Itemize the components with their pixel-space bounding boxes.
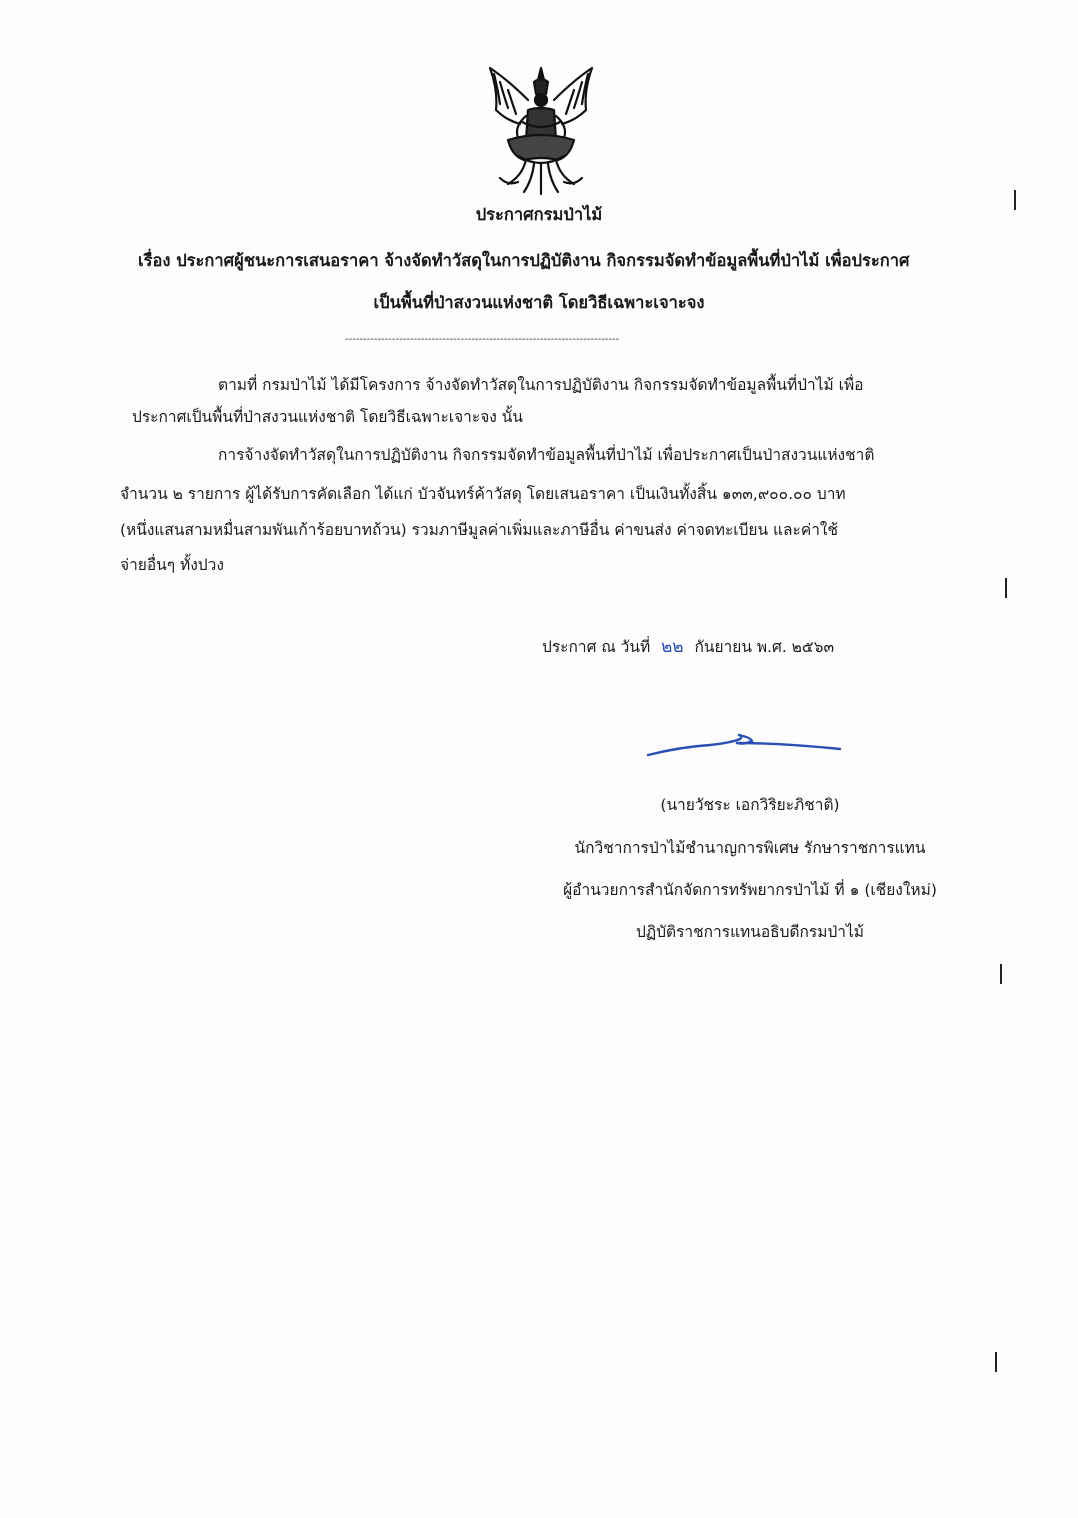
body-paragraph2-line2: จำนวน ๒ รายการ ผู้ได้รับการคัดเลือก ได้แก่ บัวจันทร์ค้าวัสดุ โดยเสนอราคา เป็นเงินทั้งสิ้น ๑๓๓,๙๐๐.๐๐ บาท — [120, 485, 846, 503]
date-suffix: กันยายน พ.ศ. ๒๕๖๓ — [694, 638, 835, 656]
signatory-name: (นายวัชระ เอกวิริยะภิชาติ) — [660, 796, 840, 814]
body-paragraph2-line4: จ่ายอื่นๆ ทั้งปวง — [120, 556, 224, 574]
body-paragraph2-line3: (หนึ่งแสนสามหมื่นสามพันเก้าร้อยบาทถ้วน) รวมภาษีมูลค่าเพิ่มและภาษีอื่น ค่าขนส่ง ค่าจดทะเบียน และค่าใช้ — [120, 521, 838, 539]
date-prefix: ประกาศ ณ วันที่ — [542, 638, 651, 656]
signatory-position2: ผู้อำนวยการสำนักจัดการทรัพยากรป่าไม้ ที่ ๑ (เชียงใหม่) — [563, 881, 937, 899]
margin-mark — [1005, 578, 1007, 598]
subject-line-continued: เป็นพื้นที่ป่าสงวนแห่งชาติ โดยวิธีเฉพาะเจาะจง — [373, 293, 705, 312]
margin-mark — [995, 1352, 997, 1372]
date-day-handwritten: ๒๒ — [661, 637, 684, 657]
margin-mark — [1000, 964, 1002, 984]
announcement-title: ประกาศกรมป่าไม้ — [475, 205, 603, 224]
garuda-emblem-icon — [478, 60, 604, 200]
announcement-date — [542, 633, 834, 660]
margin-mark — [1014, 190, 1016, 210]
body-paragraph2-line1: การจ้างจัดทำวัสดุในการปฏิบัติงาน กิจกรรมจัดทำข้อมูลพื้นที่ป่าไม้ เพื่อประกาศเป็นป่าสงวนแห่งชาติ — [218, 446, 875, 464]
signatory-position1: นักวิชาการป่าไม้ชำนาญการพิเศษ รักษาราชการแทน — [574, 839, 926, 857]
handwritten-signature — [640, 725, 850, 770]
subject-line: เรื่อง ประกาศผู้ชนะการเสนอราคา จ้างจัดทำวัสดุในการปฏิบัติงาน กิจกรรมจัดทำข้อมูลพื้นที่ป่าไม้ เพื่อประกาศ — [138, 251, 910, 270]
body-paragraph1-line1: ตามที่ กรมป่าไม้ ได้มีโครงการ จ้างจัดทำวัสดุในการปฏิบัติงาน กิจกรรมจัดทำข้อมูลพื้นที่ป่าไม้ เพื่อ — [218, 376, 864, 394]
body-paragraph1-line2: ประกาศเป็นพื้นที่ป่าสงวนแห่งชาติ โดยวิธีเฉพาะเจาะจง นั้น — [132, 408, 523, 426]
separator-line: ---------------------------------------------------------------------------- — [345, 334, 620, 345]
signatory-position3: ปฏิบัติราชการแทนอธิบดีกรมป่าไม้ — [635, 923, 865, 941]
